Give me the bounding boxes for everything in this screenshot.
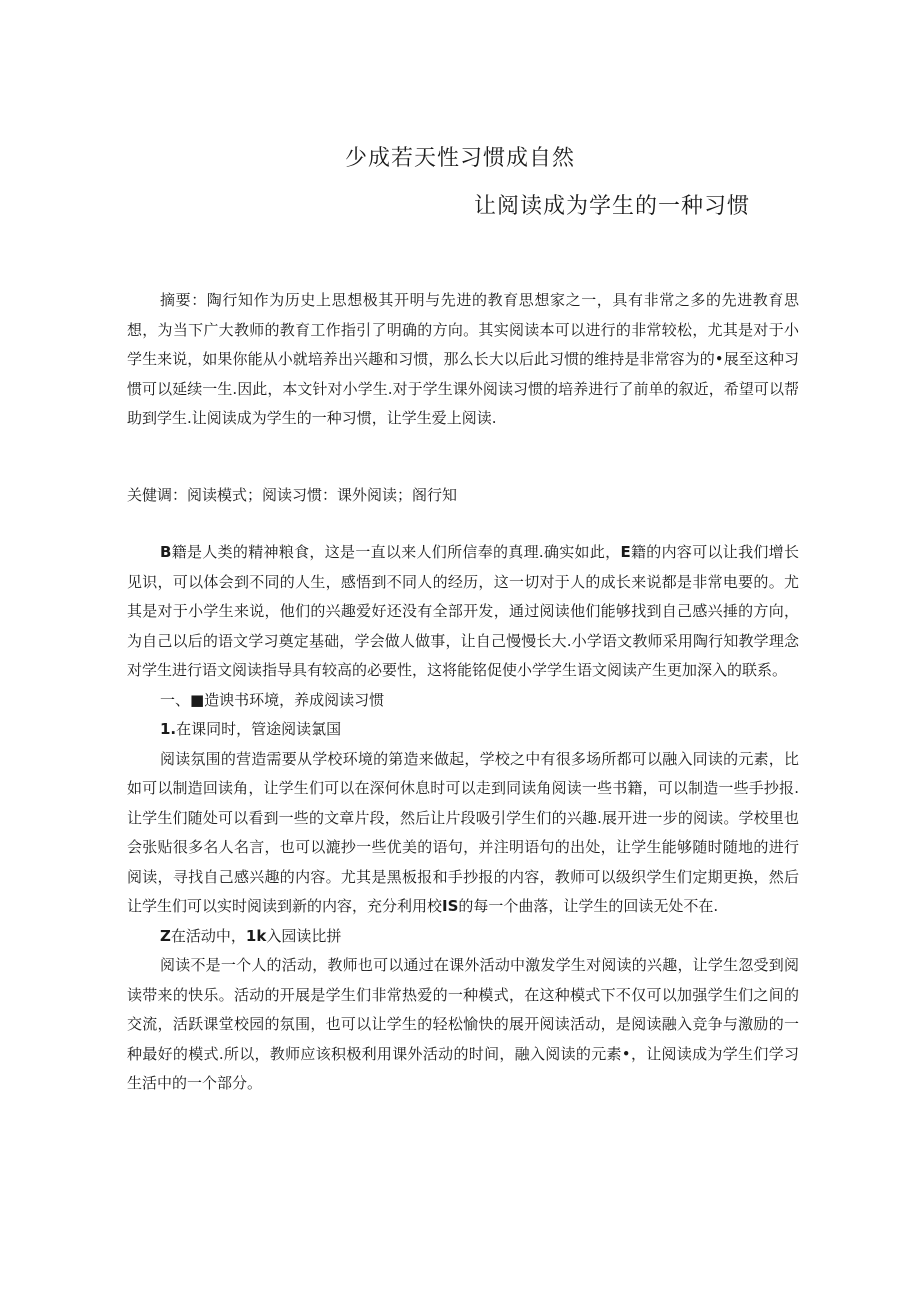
subheading-1-text: 在课同时，管途阅读氯国 (176, 720, 342, 738)
page-subtitle: 让阅读成为学生的一种习惯 (474, 194, 751, 219)
abstract-text: 摘要：陶行知作为历史上思想极其开明与先进的教育思想家之一，具有非常之多的先进教育思想，为当下广大教师的教育工作指引了明确的方向。其实阅读本可以进行的非常较松，尤其是对于小学生来说，如果你能从小就培养出兴趣和习惯，那么长大以后此习惯的维持是非常容为的•展至这种习惯可以延续一生.因此，本文针对小学生.对于学生课外阅读习惯的培养进行了前单的叙近，希望可以帮助到学生.让阅读成为学生的一种习惯，让学生爱上阅读. (127, 291, 799, 427)
paragraph-1-tail: 的每一个曲落，让学生的回读无处不在. (458, 897, 719, 915)
paragraph-1-mark: IS (442, 897, 459, 915)
abstract (127, 286, 799, 434)
subheading-2-mark-1: Z (160, 926, 171, 945)
subheading-2-mark-2: 1k (245, 926, 267, 945)
intro-paragraph (127, 538, 799, 686)
paragraph-1 (127, 745, 799, 922)
intro-text-2: 籍的内容可以让我们增长见识，可以体会到不同的人生，感悟到不同人的经历，这一切对于人的成长来说都是非常电要的。尤其是对于小学生来说，他们的兴趣爱好还没有全部开发，通过阅读他们能够找到自己感兴捶的方向，为自己以后的语文学习奠定基础，学会做人做事，让自己慢慢长大.小学语文教师采用陶行知教学理念对学生进行语文阅读指导具有较高的必要性，这将能铭促使小学学生语文阅读产生更加深入的联系。 (127, 543, 799, 679)
intro-mark-1: B (160, 543, 172, 561)
intro-mark-2: E (620, 543, 631, 561)
section-heading: 一、■造谀书环境，养成阅读习惯 (160, 690, 385, 709)
page-title: 少成若天性习惯成自然 (345, 146, 576, 171)
subheading-2-text-1: 在活动中， (170, 926, 246, 945)
subheading-1 (127, 715, 799, 745)
paragraph-1-text: 阅读氛围的营造需要从学校环境的第造来做起，学校之中有很多场所都可以融入同读的元素，比如可以制造回读角，让学生们可以在深何休息时可以走到同读角阅读一些书籍，可以制造一些手抄报.让学生们随处可以看到一些的文章片段，然后让片段吸引学生们的兴趣.展开进一步的阅读。学校里也会张贴很多名人名言，也可以漉抄一些优美的语句，并注明语句的出处，让学生能够随时随地的进行阅读，寻找自己感兴趣的内容。尤其是黑板报和手抄报的内容，教师可以级织学生们定期更换，然后让学生们可以实时阅读到新的内容，充分利用校 (127, 749, 799, 915)
intro-text-1: 籍是人类的精神粮食，这是一直以来人们所信奉的真理.确实如此， (171, 543, 621, 561)
paragraph-2: 阅读不是一个人的活动，教师也可以通过在课外活动中激发学生对阅读的兴趣，让学生忽受到阅读带来的快乐。活动的开展是学生们非常热爱的一种模式，在这种模式下不仅可以加强学生们之间的交流，活跃课堂校园的氛围，也可以让学生的轻松愉快的展开阅读活动，是阅读融入竞争与激励的一种最好的模式.所以，教师应该积极利用课外活动的时间，融入阅读的元素•，让阅读成为学生们学习生活中的一个部分。 (127, 956, 799, 1092)
subheading-1-number: 1. (160, 720, 177, 738)
keywords: 关健调：阅读模式；阅读习惯：课外阅读；阁行知 (127, 486, 458, 504)
subheading-2 (127, 922, 799, 952)
body-text (127, 538, 799, 1099)
subheading-2-text-2: 入园读比拼 (266, 926, 342, 945)
